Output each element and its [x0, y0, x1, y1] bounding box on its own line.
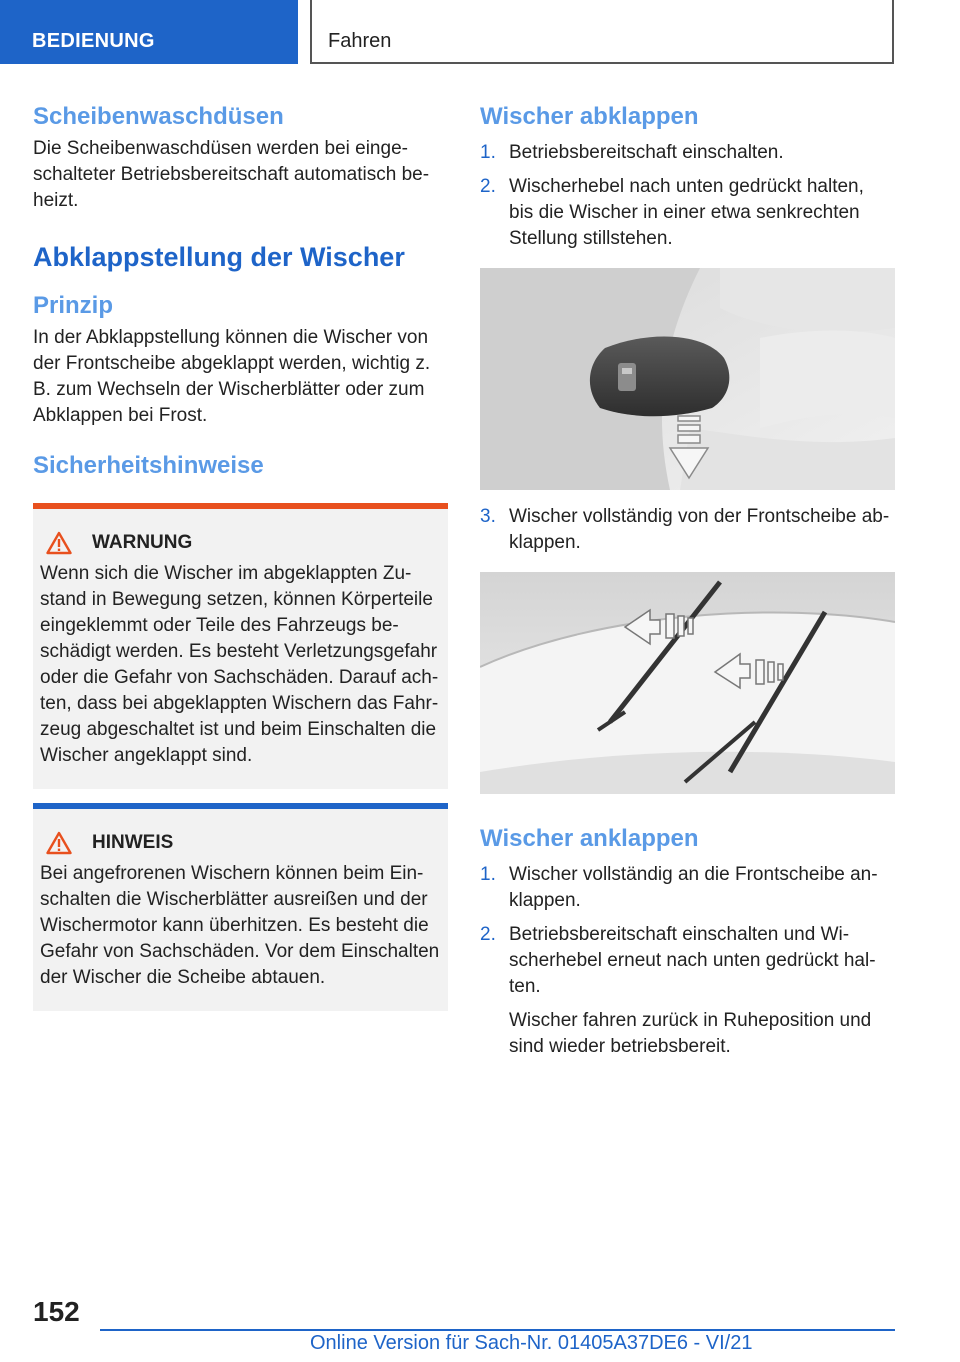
wiper-lever-illustration	[480, 268, 895, 490]
fold-down-heading: Wischer abklappen	[480, 103, 699, 130]
step-text: Wischer vollständig von der Frontscheibe ab-klappen.	[509, 506, 890, 553]
fold-down-steps	[480, 140, 892, 252]
notice-triangle-icon	[46, 831, 72, 855]
step-number: 2.	[480, 924, 496, 945]
step-number: 3.	[480, 506, 496, 527]
fold-position-heading: Abklappstellung der Wischer	[33, 242, 405, 272]
principle-text: In der Abklappstellung können die Wischer von der Frontscheibe abgeklappt werden, wichtig z. B. zum Wechseln der Wischerblätter oder zum Abklappen bei Frost.	[33, 327, 431, 426]
safety-heading: Sicherheitshinweise	[33, 452, 264, 479]
warning-header	[40, 531, 440, 555]
step-item	[480, 922, 892, 1000]
chapter-header	[310, 0, 894, 64]
right-column	[480, 100, 892, 1060]
warning-title: WARNUNG	[92, 532, 193, 553]
step-item	[480, 504, 892, 556]
step-text: Wischerhebel nach unten gedrückt halten, bis die Wischer in einer etwa senkrechten Stellung stillstehen.	[509, 176, 864, 249]
section-tab	[0, 0, 298, 64]
washer-text: Die Scheibenwaschdüsen werden bei einge-schalteter Betriebsbereitschaft automatisch be-heizt.	[33, 138, 430, 211]
step-number: 1.	[480, 142, 496, 163]
footer-version: Online Version für Sach-Nr. 01405A37DE6 - VI/21	[310, 1332, 753, 1354]
footer-divider	[100, 1329, 895, 1331]
step-number: 1.	[480, 864, 496, 885]
warning-box	[33, 503, 448, 789]
wiper-fold-illustration	[480, 572, 895, 794]
fold-up-heading: Wischer anklappen	[480, 825, 699, 852]
warning-text: Wenn sich die Wischer im abgeklappten Zu-stand in Bewegung setzen, können Körperteile eingeklemmt oder Teile des Fahrzeugs be-schädigt werden. Es besteht Verletzungsgefahr oder die Gefahr von Sachschäden. Darauf ach-ten, dass bei abgeklappten Wischern das Fahr-zeug abgeschaltet ist und beim Einschalten die Wischer angeklappt sind.	[40, 563, 439, 766]
step-item	[480, 862, 892, 914]
notice-text: Bei angefrorenen Wischern können beim Ein-schalten die Wischerblätter ausreißen und der Wischermotor kann überhitzen. Es besteht die Gefahr von Sachschäden. Vor dem Einschalten der Wischer die Scheibe abtauen.	[40, 863, 440, 988]
page-number: 152	[33, 1296, 80, 1327]
step-number: 2.	[480, 176, 496, 197]
chapter-title: Fahren	[328, 30, 392, 52]
notice-header	[40, 831, 440, 855]
warning-triangle-icon	[46, 531, 72, 555]
step-item	[480, 140, 892, 166]
notice-box	[33, 803, 448, 1011]
notice-title: HINWEIS	[92, 832, 174, 853]
section-title: BEDIENUNG	[32, 30, 155, 52]
step-item	[480, 174, 892, 252]
step-text: Wischer vollständig an die Frontscheibe an-klappen.	[509, 864, 878, 911]
step-text: Betriebsbereitschaft einschalten und Wi-scherhebel erneut nach unten gedrückt hal-ten.	[509, 924, 876, 997]
fold-down-steps-cont	[480, 504, 892, 556]
washer-heading: Scheibenwaschdüsen	[33, 103, 284, 130]
step-text: Betriebsbereitschaft einschalten.	[509, 142, 784, 163]
fold-up-result: Wischer fahren zurück in Ruheposition und sind wieder betriebsbereit.	[509, 1010, 872, 1057]
principle-heading: Prinzip	[33, 292, 114, 319]
fold-up-steps	[480, 862, 892, 1000]
left-column	[33, 100, 448, 1011]
